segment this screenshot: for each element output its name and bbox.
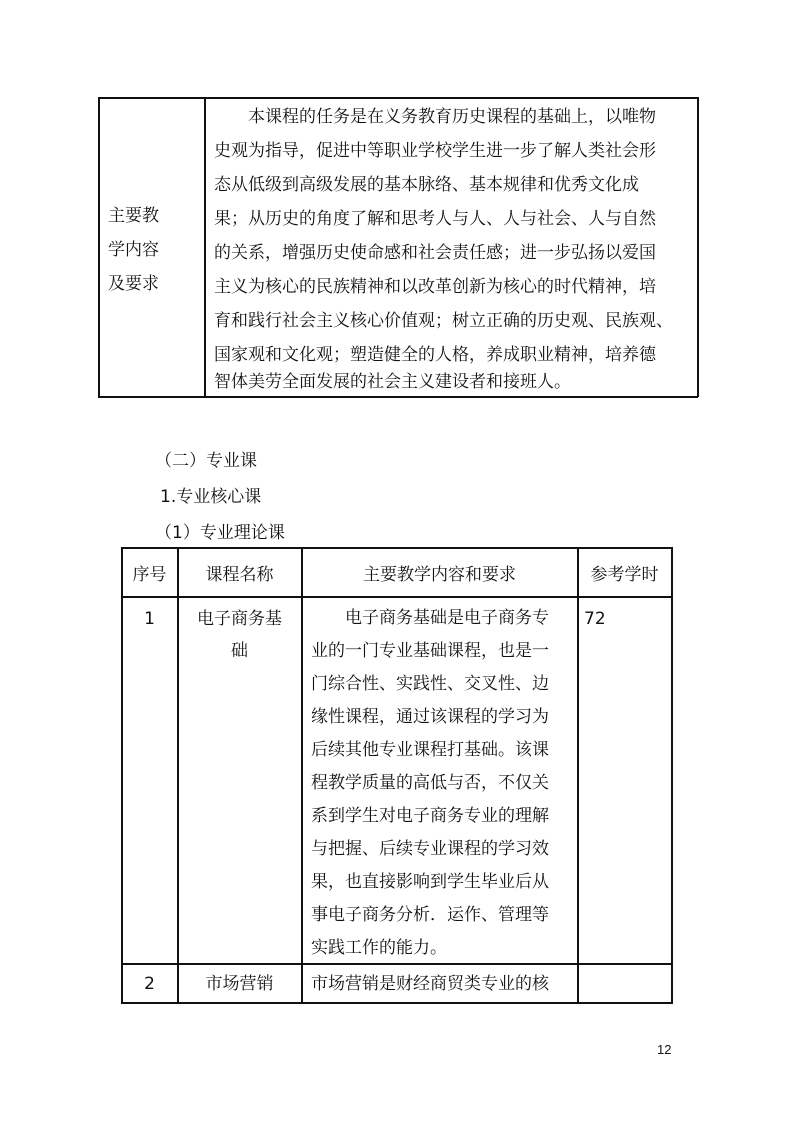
content-line: 门综合性、实践性、交叉性、边 bbox=[311, 674, 549, 694]
row-hours: 72 bbox=[584, 609, 606, 629]
content-line: 史观为指导，促进中等职业学校学生进一步了解人类社会形 bbox=[214, 141, 656, 161]
top-table-border-top bbox=[98, 97, 698, 99]
content-line: 市场营销是财经商贸类专业的核 bbox=[311, 974, 549, 994]
content-line: 业的一门专业基础课程，也是一 bbox=[311, 641, 549, 661]
content-line: 电子商务基础是电子商务专 bbox=[311, 608, 549, 628]
top-table-border-left bbox=[98, 97, 100, 397]
content-line: 实践工作的能力。 bbox=[311, 938, 447, 958]
content-line: 事电子商务分析．运作、管理等 bbox=[311, 905, 549, 925]
course-table-border-bottom bbox=[121, 1002, 672, 1004]
row-index: 1 bbox=[144, 609, 155, 629]
row-index: 2 bbox=[144, 974, 155, 994]
label-line: 主要教 bbox=[108, 206, 159, 226]
top-table-label bbox=[108, 199, 198, 301]
page-number: 12 bbox=[657, 1042, 672, 1057]
course-table-header-divider bbox=[121, 596, 672, 598]
subsection-heading: 1.专业核心课 bbox=[160, 487, 262, 507]
content-line: 果，也直接影响到学生毕业后从 bbox=[311, 872, 549, 892]
row-course-name bbox=[178, 604, 301, 667]
content-line: 智体美劳全面发展的社会主义建设者和接班人。 bbox=[214, 372, 571, 392]
content-line: 主义为核心的民族精神和以改革创新为核心的时代精神，培 bbox=[214, 277, 656, 297]
course-table-col-divider-3 bbox=[577, 547, 579, 1004]
label-line: 及要求 bbox=[108, 274, 159, 294]
top-table-border-right bbox=[697, 97, 699, 397]
course-table-col-divider-2 bbox=[301, 547, 303, 1004]
section-heading: （二）专业课 bbox=[155, 451, 257, 471]
content-line: 后续其他专业课程打基础。该课 bbox=[311, 740, 549, 760]
content-line: 缘性课程，通过该课程的学习为 bbox=[311, 707, 549, 727]
content-line: 国家观和文化观；塑造健全的人格，养成职业精神，培养德 bbox=[214, 345, 656, 365]
header-course-name: 课程名称 bbox=[205, 565, 274, 585]
content-line: 育和践行社会主义核心价值观；树立正确的历史观、民族观、 bbox=[214, 311, 673, 331]
content-line: 系到学生对电子商务专业的理解 bbox=[311, 806, 549, 826]
course-table-border-top bbox=[121, 547, 672, 549]
header-hours: 参考学时 bbox=[590, 565, 659, 585]
header-content: 主要教学内容和要求 bbox=[363, 565, 516, 585]
content-line: 果；从历史的角度了解和思考人与人、人与社会、人与自然 bbox=[214, 209, 656, 229]
course-table-border-right bbox=[671, 547, 673, 1004]
content-line: 本课程的任务是在义务教育历史课程的基础上，以唯物 bbox=[214, 107, 656, 127]
content-line: 的关系，增强历史使命感和社会责任感；进一步弘扬以爱国 bbox=[214, 243, 656, 263]
header-index: 序号 bbox=[132, 565, 167, 585]
top-table-divider bbox=[204, 97, 206, 397]
content-line: 态从低级到高级发展的基本脉络、基本规律和优秀文化成 bbox=[214, 175, 639, 195]
subsubsection-heading: （1）专业理论课 bbox=[155, 523, 285, 543]
course-name-line: 础 bbox=[231, 640, 248, 661]
content-line: 程教学质量的高低与否，不仅关 bbox=[311, 773, 549, 793]
row-course-name: 市场营销 bbox=[205, 974, 274, 994]
label-line: 学内容 bbox=[108, 240, 159, 260]
content-line: 与把握、后续专业课程的学习效 bbox=[311, 839, 549, 859]
course-name-line: 电子商务基 bbox=[197, 609, 282, 629]
